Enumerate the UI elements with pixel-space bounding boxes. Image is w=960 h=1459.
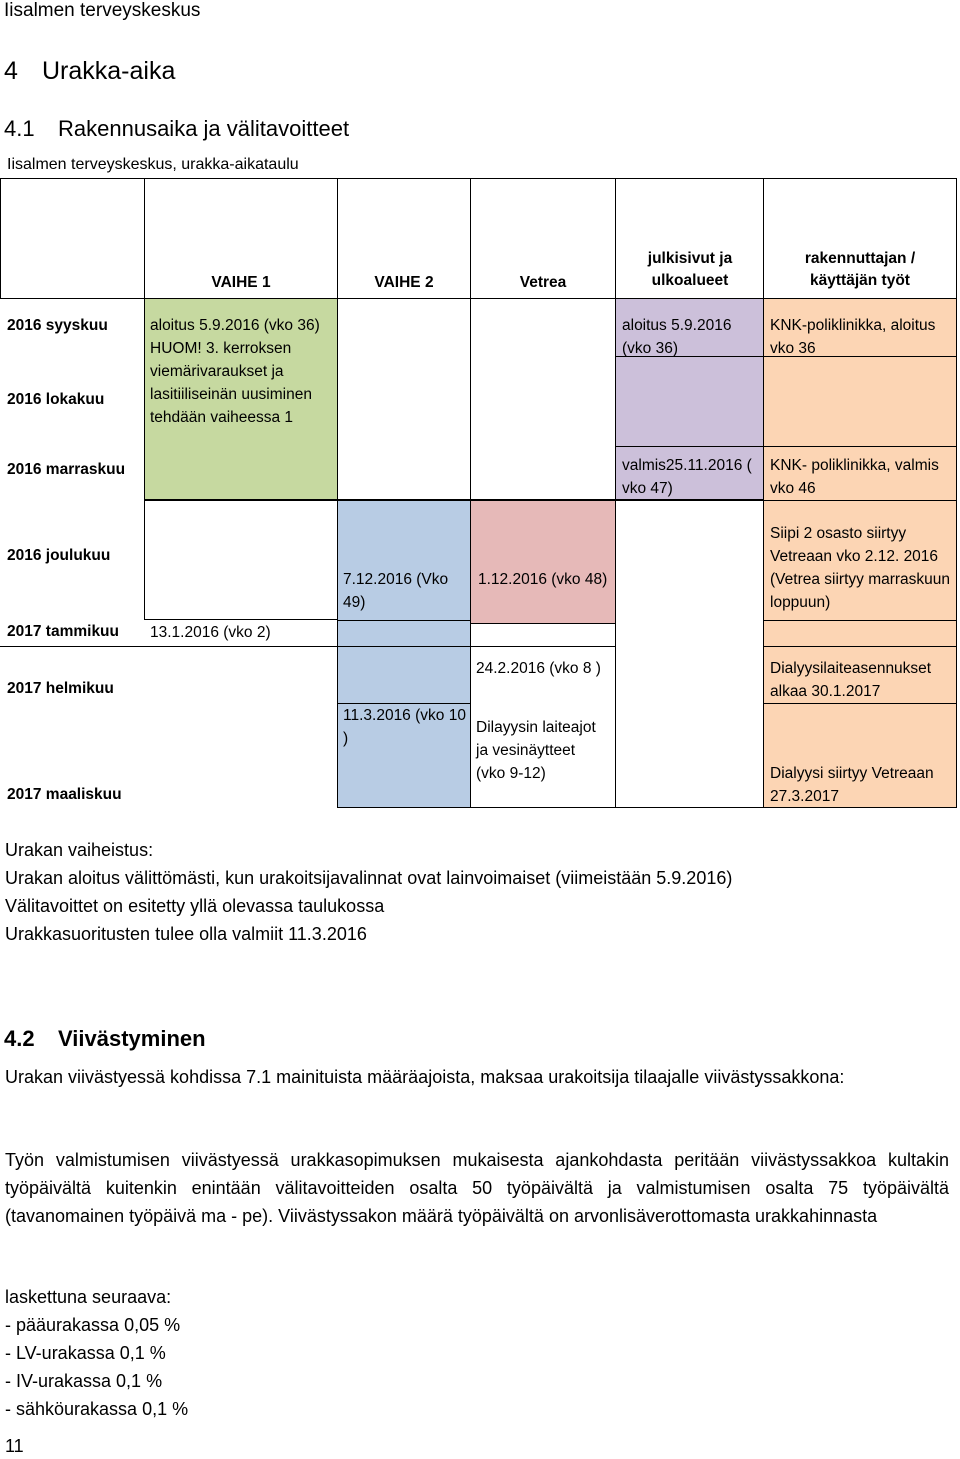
rate-item: - sähköurakassa 0,1 % [5, 1399, 189, 1419]
col-julkisivut: julkisivut ja ulkoalueet [647, 250, 733, 289]
divider [763, 620, 957, 621]
vaihe1-start-text: aloitus 5.9.2016 (vko 36) HUOM! 3. kerroksen viemärivaraukset ja lasitiiliseinän uusiminen tehdään vaiheessa 1 [150, 317, 320, 426]
phasing-line-2: Välitavoittet on esitetty yllä olevassa taulukossa [5, 896, 385, 916]
schedule-table [0, 178, 960, 808]
subsection-number: 4.2 [4, 1026, 35, 1051]
month-2016-lokakuu: 2016 lokakuu [7, 391, 105, 408]
calc-title: laskettuna seuraava: [5, 1287, 172, 1307]
rak-text-5: Dialyysi siirtyy Vetreaan 27.3.2017 [770, 765, 934, 805]
section-number: 4 [4, 57, 18, 85]
month-2016-joulukuu: 2016 joulukuu [7, 547, 111, 564]
divider [337, 646, 471, 647]
divider [0, 646, 144, 647]
divider [337, 620, 471, 621]
julkisivut-end-text: valmis25.11.2016 ( vko 47) [622, 457, 752, 497]
section-heading [4, 57, 175, 86]
month-2016-syyskuu: 2016 syyskuu [7, 317, 108, 334]
divider [763, 178, 764, 299]
vaihe1-end-text: 13.1.2016 (vko 2) [150, 624, 271, 641]
delay-paragraph-1: Urakan viivästyessä kohdissa 7.1 mainituista määräajoista, maksaa urakoitsija tilaajalle viivästyssakkona: [5, 1067, 845, 1087]
empty-cell [144, 500, 338, 620]
rate-item: - IV-urakassa 0,1 % [5, 1371, 163, 1391]
month-2017-maaliskuu: 2017 maaliskuu [7, 786, 122, 803]
empty-cell [144, 646, 338, 808]
rak-text-3: Siipi 2 osasto siirtyy Vetreaan vko 2.12. 2016 (Vetrea siirtyy marraskuun loppuun) [770, 525, 951, 611]
empty-cell [615, 500, 764, 808]
phasing-line-1: Urakan aloitus välittömästi, kun urakoitsijavalinnat ovat lainvoimaiset (viimeistään 5.9.2016) [5, 868, 733, 888]
subsection-title: Rakennusaika ja välitavoitteet [58, 116, 350, 141]
rak-text-1: KNK-poliklinikka, aloitus vko 36 [770, 317, 936, 357]
section-title: Urakka-aika [42, 57, 176, 85]
month-2017-tammikuu: 2017 tammikuu [7, 623, 119, 640]
subsection-heading-4-1 [4, 116, 349, 142]
vaihe2-end-text: 11.3.2016 (vko 10 ) [343, 707, 466, 747]
col-rakennuttaja: rakennuttajan / käyttäjän työt [804, 250, 916, 289]
table-caption: Iisalmen terveyskeskus, urakka-aikataulu [7, 156, 299, 173]
vetrea-note-text: Dilayysin laiteajot ja vesinäytteet (vko 9-12) [476, 719, 596, 782]
month-2017-helmikuu: 2017 helmikuu [7, 680, 114, 697]
divider [470, 623, 616, 624]
col-vetrea: Vetrea [519, 274, 567, 291]
subsection-title: Viivästyminen [58, 1026, 206, 1051]
col-vaihe1: VAIHE 1 [211, 274, 271, 291]
phasing-title: Urakan vaiheistus: [5, 840, 154, 860]
col-vaihe2: VAIHE 2 [374, 274, 434, 291]
julkisivut-start-text: aloitus 5.9.2016 (vko 36) [622, 317, 732, 357]
empty-cell [337, 298, 471, 500]
rate-item: - LV-urakassa 0,1 % [5, 1343, 166, 1363]
divider [763, 500, 957, 501]
delay-paragraph-2: Työn valmistumisen viivästyessä urakkasopimuksen mukaisesta ajankohdasta peritään viivästyssakkoa kultakin työpäivältä kuitenkin enintään välitavoitteiden osalta 50 työpäivältä ja valmistumisen osalta 75 työpäivältä (tavanomainen työpäivä ma - pe). Viivästyssakon määrä työpäivältä on arvonlisäverottomasta urakkahinnasta [5, 1150, 949, 1226]
running-header: Iisalmen terveyskeskus [4, 0, 201, 21]
vaihe2-bar [337, 500, 471, 808]
vaihe2-start-text: 7.12.2016 (Vko 49) [343, 571, 449, 611]
month-2016-marraskuu: 2016 marraskuu [7, 461, 126, 478]
rate-item: - pääurakassa 0,05 % [5, 1315, 181, 1335]
divider [615, 446, 764, 447]
empty-cell [470, 298, 616, 500]
rak-text-4: Dialyysilaiteasennukset alkaa 30.1.2017 [770, 660, 932, 700]
divider [763, 703, 957, 704]
divider [763, 646, 957, 647]
vetrea-start-text: 1.12.2016 (vko 48) [478, 571, 608, 588]
rak-text-2: KNK- poliklinikka, valmis vko 46 [770, 457, 939, 497]
subsection-heading-4-2 [4, 1026, 206, 1052]
page-number: 11 [5, 1436, 24, 1456]
vetrea-bar [470, 500, 616, 624]
divider [763, 446, 957, 447]
subsection-number: 4.1 [4, 116, 35, 141]
vetrea-end-text: 24.2.2016 (vko 8 ) [476, 660, 601, 677]
phasing-line-3: Urakkasuoritusten tulee olla valmiit 11.3.2016 [5, 924, 367, 944]
